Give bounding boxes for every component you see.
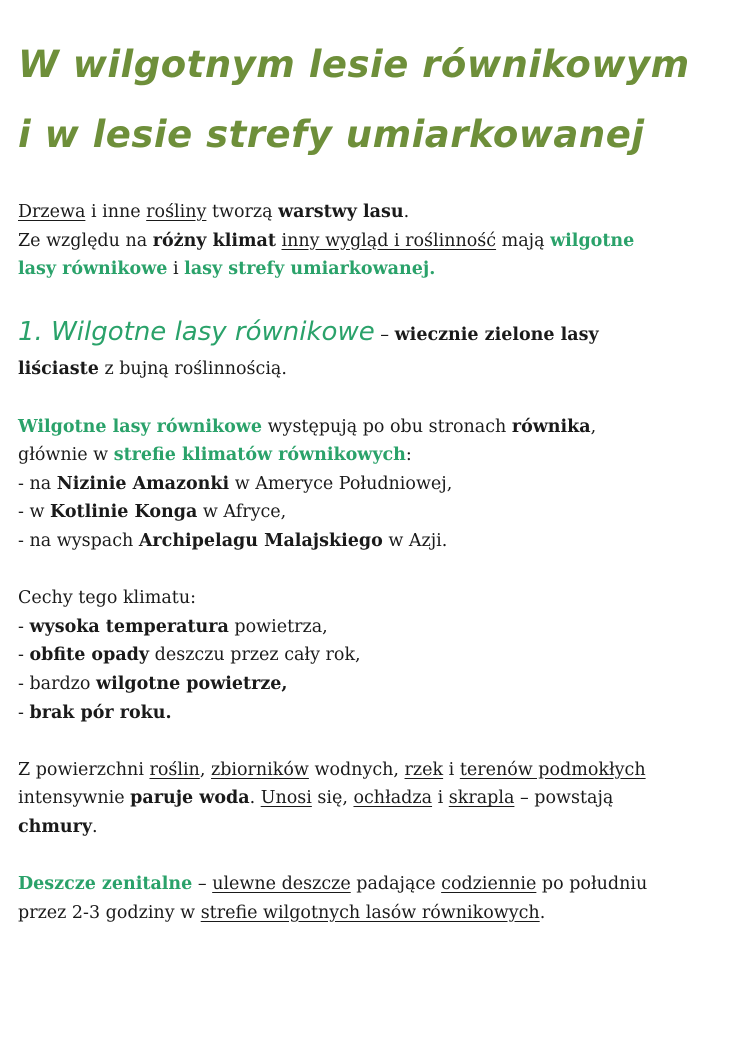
page-title <box>18 30 738 170</box>
term-lasy-rownikowe: lasy równikowe <box>18 259 168 280</box>
zenithal-paragraph: Deszcze zenitalne – ulewne deszcze padające codziennie po południu przez 2-3 godziny w strefie wilgotnych lasów równikowych. <box>18 874 648 923</box>
list-item: - w Kotlinie Konga w Afryce, <box>18 502 287 523</box>
term-wilgotne: wilgotne <box>550 230 635 251</box>
section-1: 1. Wilgotne lasy równikowe – wiecznie zielone lasy liściaste z bujną roślinnością. <box>18 317 599 380</box>
list-item: - brak pór roku. <box>18 702 172 723</box>
list-item: - bardzo wilgotne powietrze, <box>18 673 288 694</box>
term-warstwy-lasu: warstwy lasu <box>278 202 404 222</box>
climate-header: Cechy tego klimatu: <box>18 588 196 609</box>
intro-paragraph: Drzewa i inne rośliny tworzą warstwy lasu. Ze względu na różny klimat inny wygląd i roślinność mają wilgotne lasy równikowe i lasy strefy umiarkowanej. <box>18 202 635 280</box>
term-rosliny: rośliny <box>146 202 207 222</box>
term-lasy-umiarkowane: lasy strefy umiarkowanej. <box>184 259 436 280</box>
list-item: - obfite opady deszczu przez cały rok, <box>18 645 361 666</box>
term-drzewa: Drzewa <box>18 202 86 222</box>
section-1-desc: wiecznie zielone lasy <box>394 325 599 346</box>
title-line-2: i w lesie strefy umiarkowanej <box>18 113 645 156</box>
section-1-heading: 1. Wilgotne lasy równikowe <box>18 317 375 348</box>
term-deszcze-zenitalne: Deszcze zenitalne <box>18 874 193 895</box>
evaporation-paragraph: Z powierzchni roślin, zbiorników wodnych, rzek i terenów podmokłych intensywnie paruje woda. Unosi się, ochładza i skrapla – powstają chmury. <box>18 759 646 837</box>
list-item: - na Nizinie Amazonki w Ameryce Południowej, <box>18 473 453 494</box>
document-body <box>18 198 733 927</box>
term-wilgotne-lasy: Wilgotne lasy równikowe <box>18 416 263 437</box>
list-item: - na wyspach Archipelagu Malajskiego w Azji. <box>18 530 448 551</box>
term-inny-wyglad: inny wygląd i roślinność <box>281 230 497 251</box>
climate-paragraph <box>18 584 733 727</box>
term-rozny-klimat: różny klimat <box>152 230 276 251</box>
occurrence-paragraph: Wilgotne lasy równikowe występują po obu stronach równika, głównie w strefie klimatów równikowych: - na Nizinie Amazonki w Ameryce Południowej, - w Kotlinie Konga w Afryce, - na wyspach Archipelagu Malajskiego w Azji. <box>18 416 597 551</box>
list-item: - wysoka temperatura powietrza, <box>18 616 328 637</box>
title-line-1: W wilgotnym lesie równikowym <box>18 43 690 86</box>
term-chmury: chmury <box>18 816 93 837</box>
term-rownika: równika <box>511 416 591 437</box>
term-paruje-woda: paruje woda <box>130 788 250 809</box>
term-strefie-klimatow: strefie klimatów równikowych <box>113 445 406 466</box>
